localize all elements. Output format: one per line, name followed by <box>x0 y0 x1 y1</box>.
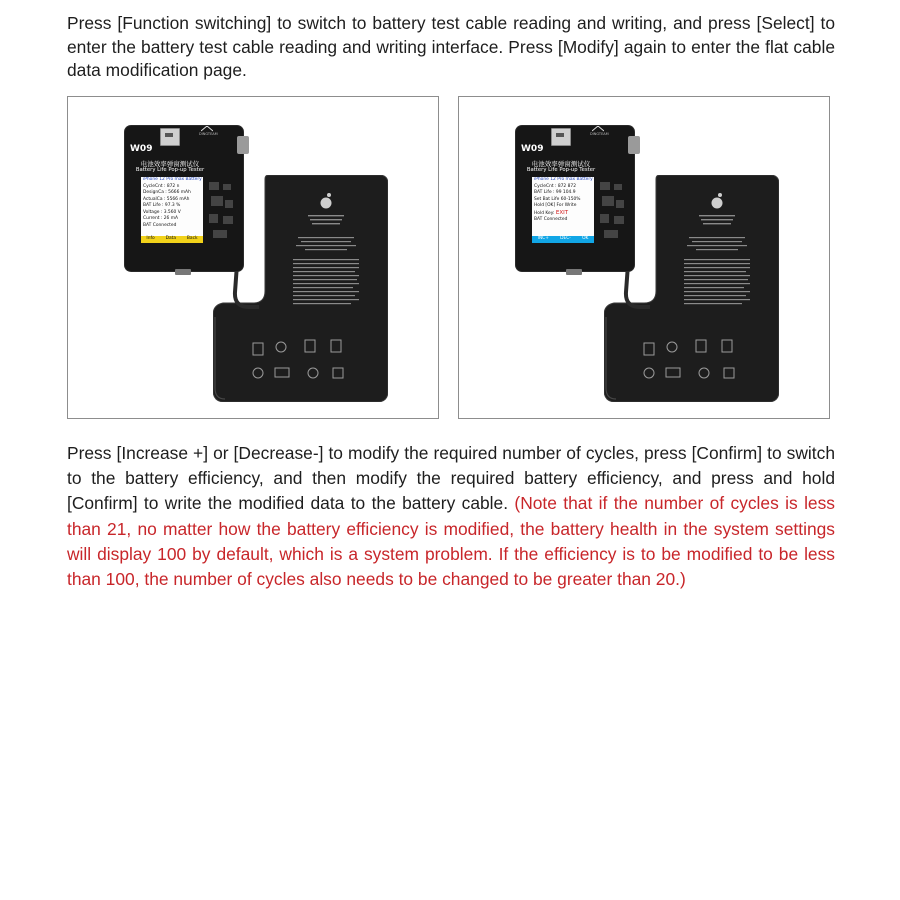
pin-connector-icon <box>566 269 582 275</box>
tester-device <box>516 126 634 271</box>
screen-line: CycleCnt : 872 872 <box>534 183 576 189</box>
model-label: W09 <box>130 144 153 154</box>
menu-inc-button[interactable]: INC+ <box>537 236 549 242</box>
tester-device <box>125 126 243 271</box>
screen-line: Voltage : 3.560 V <box>143 209 181 215</box>
connector-icon <box>237 136 249 154</box>
screen-line: iPhone 12 Pro max Battery <box>143 177 202 182</box>
instructions-paragraph <box>67 441 835 592</box>
instructions-note: (Note that if the number of cycles is less than 21, no matter how the battery efficiency is modified, the battery health in the system settings will display 100 by default, which is a system problem. If the efficiency is to be modified to be less than 100, the number of cycles also needs to be changed to be greater than 20.) <box>67 493 835 590</box>
screen-line: BAT Life : 97.3 % <box>143 203 181 209</box>
screen-line: iPhone 12 Pro max Battery <box>534 177 593 182</box>
hold-key-label: Hold Key: <box>534 210 556 216</box>
screen-menu-bar <box>141 236 203 243</box>
intro-paragraph: Press [Function switching] to switch to battery test cable reading and writing, and press [Select] to enter the battery test cable reading and writing interface. Press [Modify] again to enter the flat cable data modification page. <box>67 13 835 80</box>
screen-menu-bar <box>532 236 594 243</box>
menu-data-button[interactable]: Data <box>165 236 177 242</box>
usb-port-icon <box>160 128 180 146</box>
circuit-chips-icon <box>598 182 628 242</box>
screen-line: Hold [OK] For Write <box>534 203 577 209</box>
connector-icon <box>628 136 640 154</box>
menu-back-button[interactable]: Back <box>186 236 198 242</box>
menu-dec-button[interactable]: DEC- <box>560 236 571 242</box>
photo-tester-modify-screen <box>458 96 830 419</box>
screen-line: Set Bat Life 60-150% <box>534 196 581 202</box>
screen-line: Current : 26 mA <box>143 216 179 222</box>
screen-line: BAT Connected <box>143 222 177 228</box>
menu-info-button[interactable]: Info <box>146 236 155 242</box>
brand-label: DINGTEAM <box>590 132 609 136</box>
brand-label: DINGTEAM <box>199 132 218 136</box>
device-title-cn: 电池效率弹窗测试仪 <box>531 160 591 168</box>
device-title-cn: 电池效率弹窗测试仪 <box>140 160 200 168</box>
device-screen <box>532 177 594 243</box>
instructions-text: Press [Increase +] or [Decrease-] to modify the required number of cycles, press [Confirm] to switch to the battery efficiency, and then modify the required battery efficiency, and press and hold [Confirm] to write the modified data to the battery cable. <box>67 443 835 514</box>
screen-line: DesignCa : 5666 mAh <box>143 190 191 196</box>
screen-line: ActualCa : 5566 mAh <box>143 196 190 202</box>
device-title-en: Battery Life Pop-up Tester <box>135 167 205 173</box>
model-label: W09 <box>521 144 544 154</box>
screen-line: CycleCnt : 872 n <box>143 183 180 189</box>
menu-ok-button[interactable]: OK <box>582 236 589 242</box>
photo-tester-info-screen <box>67 96 439 419</box>
pin-connector-icon <box>175 269 191 275</box>
device-title-en: Battery Life Pop-up Tester <box>526 167 596 173</box>
screen-line: BAT Connected <box>534 217 568 223</box>
screen-line: BAT Life : 99 104.9 <box>534 190 576 196</box>
circuit-chips-icon <box>207 182 237 242</box>
hold-key-exit: EXIT <box>555 209 569 216</box>
usb-port-icon <box>551 128 571 146</box>
device-screen <box>141 177 203 243</box>
